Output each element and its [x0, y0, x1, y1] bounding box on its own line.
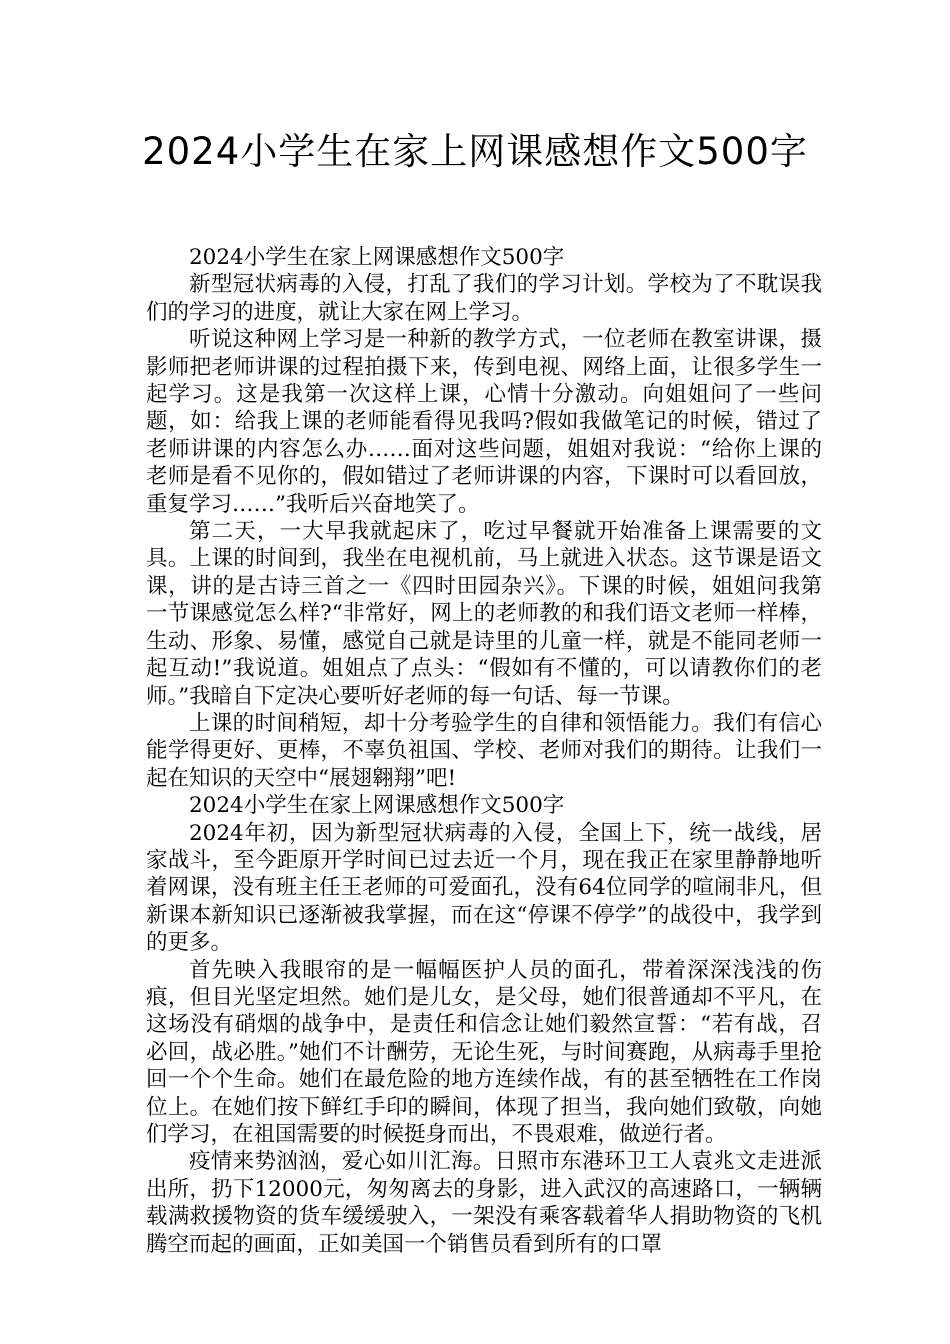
paragraph: 听说这种网上学习是一种新的教学方式，一位老师在教室讲课，摄影师把老师讲课的过程拍摄下来，传到电视、网络上面，让很多学生一起学习。这是我第一次这样上课，心情十分激动。向姐姐问了一些问题，如：给我上课的老师能看得见我吗?假如我做笔记的时候，错过了老师讲课的内容怎么办……面对这些问题，姐姐对我说：“给你上课的老师是看不见你的，假如错过了老师讲课的内容，下课时可以看回放，重复学习……”我听后兴奋地笑了。: [146, 327, 822, 517]
paragraph: 新型冠状病毒的入侵，打乱了我们的学习计划。学校为了不耽误我们的学习的进度，就让大家在网上学习。: [146, 272, 822, 325]
document-title: 2024小学生在家上网课感想作文500字: [142, 130, 808, 173]
paragraph: 疫情来势汹汹，爱心如川汇海。日照市东港环卫工人袁兆文走进派出所，扔下12000元，匆匆离去的身影，进入武汉的高速路口，一辆辆载满救援物资的货车缓缓驶入，一架没有乘客载着华人捐助物资的飞机腾空而起的画面，正如美国一个销售员看到所有的口罩: [146, 1149, 822, 1257]
paragraph: 第二天，一大早我就起床了，吃过早餐就开始准备上课需要的文具。上课的时间到，我坐在电视机前，马上就进入状态。这节课是语文课，讲的是古诗三首之一《四时田园杂兴》。下课的时候，姐姐问我第一节课感觉怎么样?“非常好，网上的老师教的和我们语文老师一样棒，生动、形象、易懂，感觉自己就是诗里的儿童一样，就是不能同老师一起互动!”我说道。姐姐点了点头：“假如有不懂的，可以请教你们的老师。”我暗自下定决心要听好老师的每一句话、每一节课。: [146, 519, 822, 709]
paragraph: 2024年初，因为新型冠状病毒的入侵，全国上下，统一战线，居家战斗，至今距原开学时间已过去近一个月，现在我正在家里静静地听着网课，没有班主任王老师的可爱面孔，没有64位同学的喧闹非凡，但新课本新知识已逐渐被我掌握，而在这“停课不停学”的战役中，我学到的更多。: [146, 820, 822, 956]
document-body: [146, 244, 822, 1258]
paragraph-subtitle: 2024小学生在家上网课感想作文500字: [189, 793, 565, 819]
paragraph: 上课的时间稍短，却十分考验学生的自律和领悟能力。我们有信心能学得更好、更棒，不辜负祖国、学校、老师对我们的期待。让我们一起在知识的天空中“展翅翱翔”吧!: [146, 710, 822, 791]
paragraph-subtitle: 2024小学生在家上网课感想作文500字: [189, 245, 565, 270]
paragraph: 首先映入我眼帘的是一幅幅医护人员的面孔，带着深深浅浅的伤痕，但目光坚定坦然。她们是儿女，是父母，她们很普通却不平凡，在这场没有硝烟的战争中，是责任和信念让她们毅然宣誓：“若有战，召必回，战必胜。”她们不计酬劳，无论生死，与时间赛跑，从病毒手里抢回一个个生命。她们在最危险的地方连续作战，有的甚至牺牲在工作岗位上。在她们按下鲜红手印的瞬间，体现了担当，我向她们致敬，向她们学习，在祖国需要的时候挺身而出，不畏艰难，做逆行者。: [146, 957, 822, 1147]
